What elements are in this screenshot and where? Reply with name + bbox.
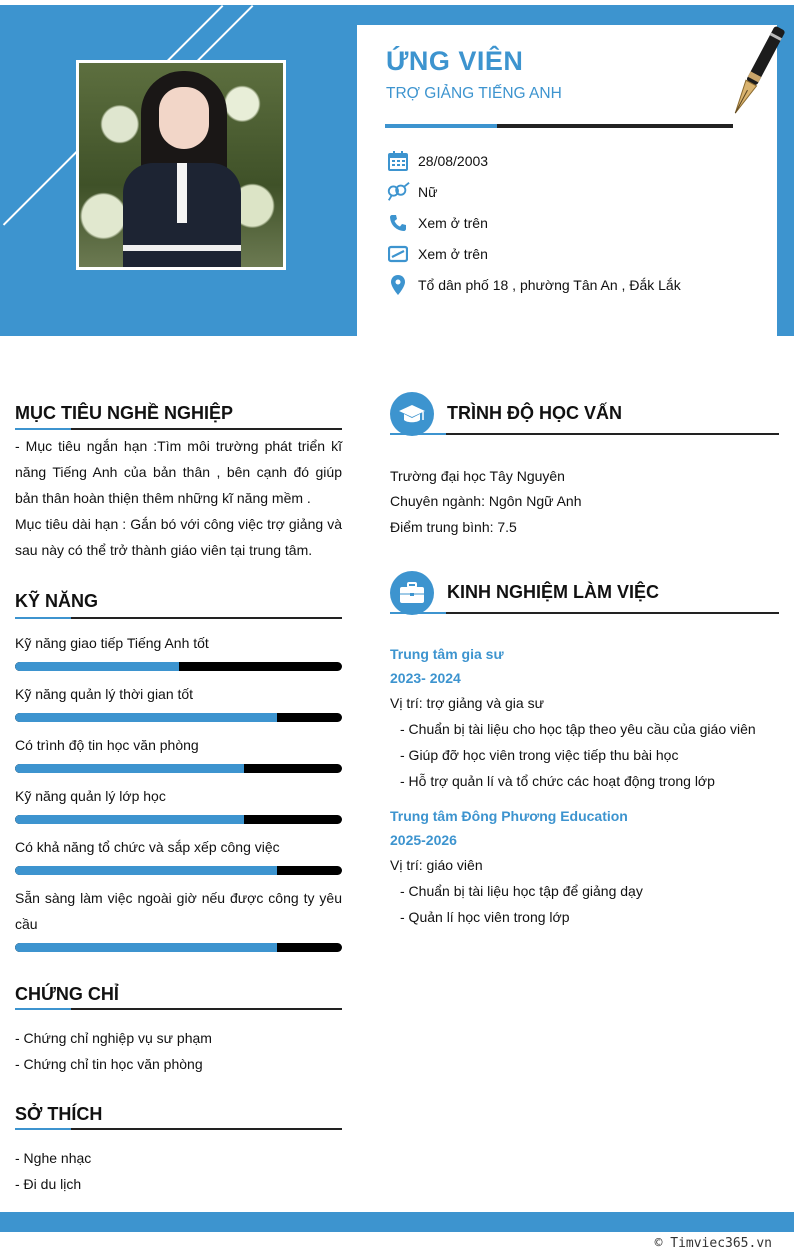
contact-text: Nữ xyxy=(418,184,438,200)
section-divider xyxy=(15,1128,342,1130)
section-divider xyxy=(15,428,342,430)
location-pin-icon xyxy=(386,274,410,296)
job-task: - Hỗ trợ quản lí và tổ chức các hoạt động trong lớp xyxy=(400,773,715,789)
hobby-item: - Đi du lịch xyxy=(15,1176,82,1192)
graduation-cap-icon xyxy=(390,392,434,436)
objective-short-term: - Mục tiêu ngắn hạn :Tìm môi trường phát triển kĩ năng Tiếng Anh của bản thân , bên cạnh đó giúp bản thân hoàn thiện thêm những kĩ năng mềm . xyxy=(15,438,342,506)
section-divider xyxy=(390,433,779,435)
photo-image xyxy=(79,63,283,267)
section-divider xyxy=(390,612,779,614)
job-company: Trung tâm Đông Phương Education xyxy=(390,808,628,824)
contact-text: Xem ở trên xyxy=(418,215,488,231)
skill-bar xyxy=(15,764,342,773)
skill-label: Kỹ năng quản lý thời gian tốt xyxy=(15,686,194,702)
skill-label: Có khả năng tổ chức và sắp xếp công việc xyxy=(15,839,280,855)
contact-email xyxy=(386,241,776,267)
certificate-item: - Chứng chỉ nghiệp vụ sư phạm xyxy=(15,1030,212,1046)
calendar-icon xyxy=(386,150,410,172)
pen-icon xyxy=(725,22,785,130)
skill-label: Sẵn sàng làm việc ngoài giờ nếu được công ty yêu cầu xyxy=(15,890,342,932)
section-divider xyxy=(15,1008,342,1010)
skill-bar xyxy=(15,943,342,952)
email-icon xyxy=(386,243,410,265)
skill-bar xyxy=(15,866,342,875)
experience-title: KINH NGHIỆM LÀM VIỆC xyxy=(447,582,660,602)
job-task: - Chuẩn bị tài liệu học tập để giảng dạy xyxy=(400,883,643,899)
candidate-name: ỨNG VIÊN xyxy=(386,46,524,76)
job-position: Vị trí: trợ giảng và gia sư xyxy=(390,695,544,711)
gender-icon xyxy=(386,181,410,203)
briefcase-icon xyxy=(390,571,434,615)
education-line: Trường đại học Tây Nguyên xyxy=(390,468,565,484)
education-line: Điểm trung bình: 7.5 xyxy=(390,519,517,535)
skill-bar xyxy=(15,662,342,671)
job-position: Vị trí: giáo viên xyxy=(390,857,483,873)
footer-band xyxy=(0,1212,794,1232)
contact-text: 28/08/2003 xyxy=(418,153,489,169)
job-period: 2023- 2024 xyxy=(390,670,461,686)
hobby-item: - Nghe nhạc xyxy=(15,1150,92,1166)
skill-label: Kỹ năng quản lý lớp học xyxy=(15,788,166,804)
objective-long-term: Mục tiêu dài hạn : Gắn bó với công việc trợ giảng và sau này có thể trở thành giáo viên tại trung tâm. xyxy=(15,516,342,558)
certificates-title: CHỨNG CHỈ xyxy=(15,984,119,1004)
job-task: - Quản lí học viên trong lớp xyxy=(400,909,570,925)
profile-photo xyxy=(76,60,286,270)
title-divider xyxy=(385,124,733,128)
phone-icon xyxy=(386,212,410,234)
footer-watermark[interactable]: © Timviec365.vn xyxy=(654,1236,772,1251)
job-task: - Giúp đỡ học viên trong việc tiếp thu bài học xyxy=(400,747,679,763)
skill-bar xyxy=(15,713,342,722)
contact-text: Tổ dân phố 18 , phường Tân An , Đắk Lắk xyxy=(418,277,681,293)
contact-birthdate xyxy=(386,148,776,174)
hobbies-title: SỞ THÍCH xyxy=(15,1104,103,1124)
job-title: TRỢ GIẢNG TIẾNG ANH xyxy=(386,85,562,102)
job-task: - Chuẩn bị tài liệu cho học tập theo yêu cầu của giáo viên xyxy=(400,721,756,737)
contact-address xyxy=(386,272,776,298)
education-title: TRÌNH ĐỘ HỌC VẤN xyxy=(447,403,622,423)
job-period: 2025-2026 xyxy=(390,832,457,848)
job-company: Trung tâm gia sư xyxy=(390,646,504,662)
skill-label: Kỹ năng giao tiếp Tiếng Anh tốt xyxy=(15,635,209,651)
education-line: Chuyên ngành: Ngôn Ngữ Anh xyxy=(390,493,582,509)
skills-title: KỸ NĂNG xyxy=(15,591,99,611)
skill-label: Có trình độ tin học văn phòng xyxy=(15,737,199,753)
section-divider xyxy=(15,617,342,619)
skill-bar xyxy=(15,815,342,824)
contact-phone xyxy=(386,210,776,236)
contact-text: Xem ở trên xyxy=(418,246,488,262)
contact-gender xyxy=(386,179,776,205)
objective-title: MỤC TIÊU NGHỀ NGHIỆP xyxy=(15,403,234,423)
certificate-item: - Chứng chỉ tin học văn phòng xyxy=(15,1056,203,1072)
